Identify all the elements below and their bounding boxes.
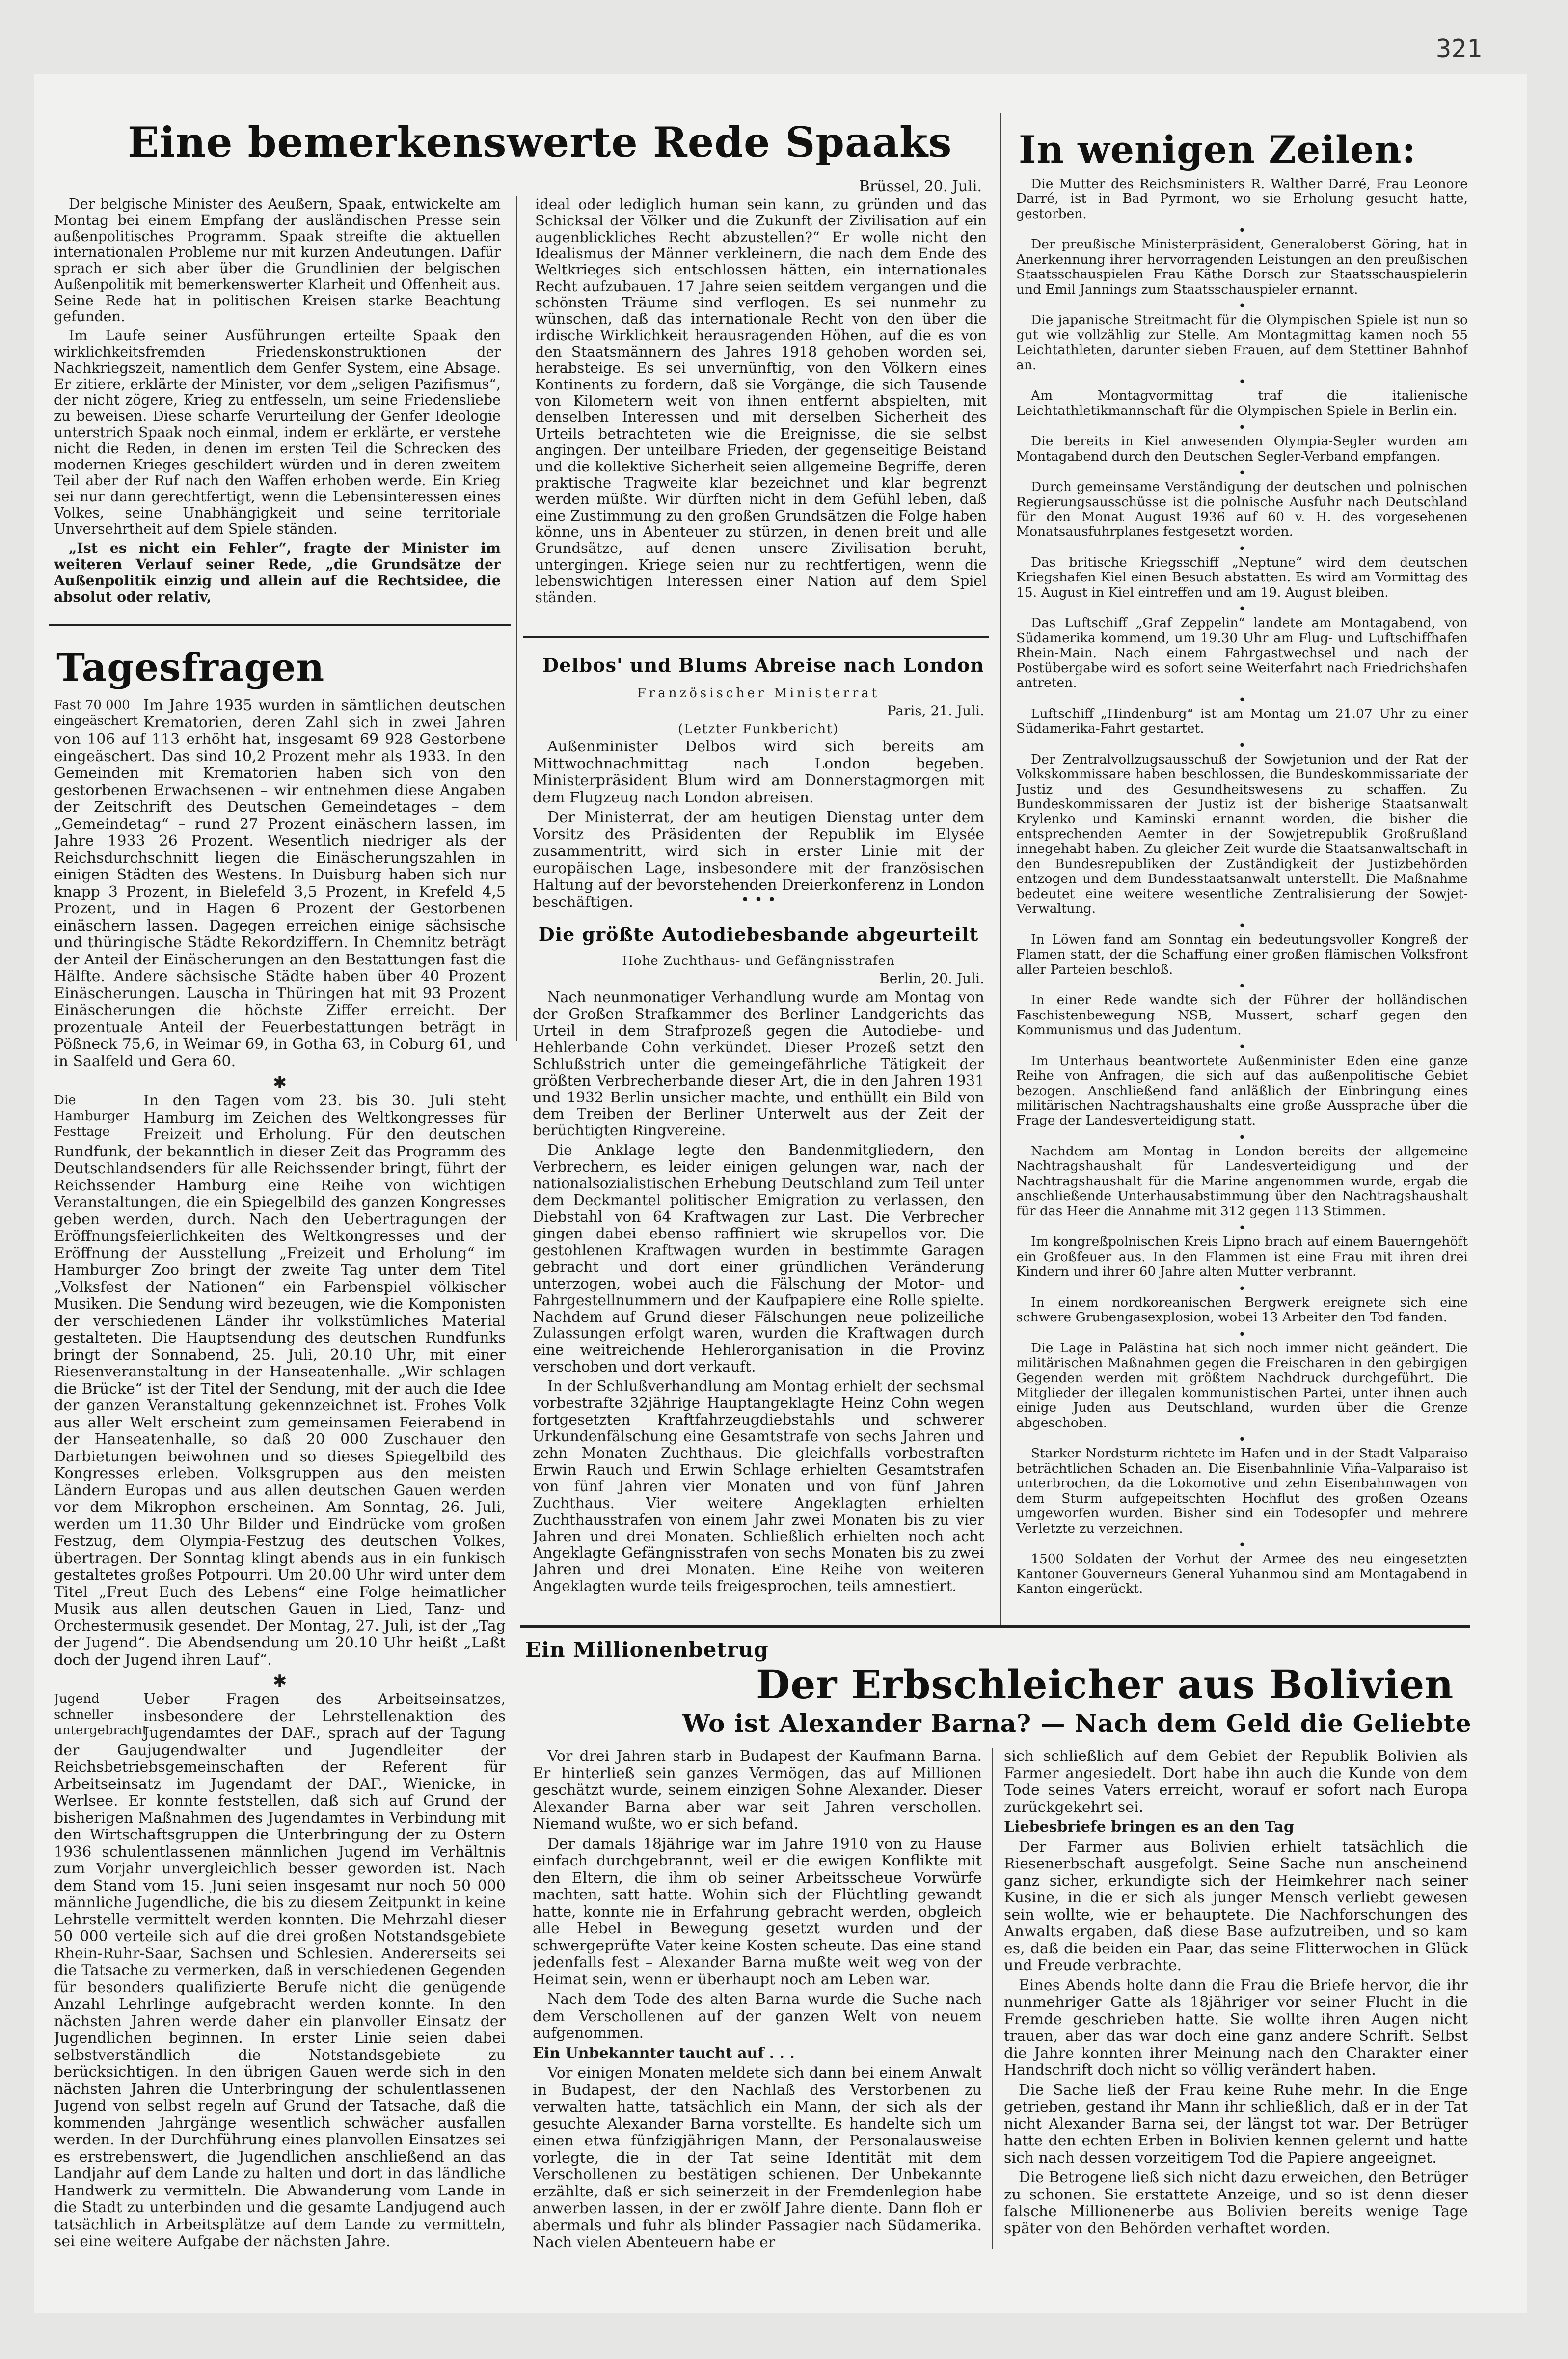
news-item: Durch gemeinsame Verständigung der deutschen und polnischen Regierungsausschüsse ist die polnische Ausfuhr nach Deutschland für den Monat August 1936 auf 60 v. H. des vorgesehenen Monatsausfuhrplanes festgesetzt worden. <box>1016 479 1468 540</box>
erbschleicher-para: Die Betrogene ließ sich nicht dazu erweichen, den Betrüger zu schonen. Sie erstattete Anzeige, und so ist denn dieser falsche Millionenerbe aus Bolivien bereits wenige Tage später von den Behörden verhaftet worden. <box>1004 2169 1468 2237</box>
column-divider <box>516 196 517 1041</box>
spaak-col1 <box>54 196 501 614</box>
margin-note: Die Hamburger Festtage <box>54 1093 130 1139</box>
tagesfragen-headline: Tagesfragen <box>56 645 325 690</box>
news-item: Nachdem am Montag in London bereits der allgemeine Nachtragshaushalt für Landesverteidigung und der Nachtragshaushalt für die Marine angenommen wurde, ergab die anschließende Unterhausabstimmung über den Nachtragshaushalt für das Heer die Annahme mit 312 gegen 113 Stimmen. <box>1016 1143 1468 1219</box>
delbos-para: Außenminister Delbos wird sich bereits am Mittwochnachmittag nach London begeben. Ministerpräsident Blum wird am Donnerstagmorgen mit dem Flugzeug nach London abreisen. <box>533 738 984 806</box>
news-item: Die bereits in Kiel anwesenden Olympia-Segler wurden am Montagabend durch den Deutschen Segler-Verband empfangen. <box>1016 434 1468 464</box>
section-divider <box>49 624 511 626</box>
erbschleicher-para: Eines Abends holte dann die Frau die Briefe hervor, die ihr nunmehriger Gatte als 18jähriger vor seiner Flucht in die Fremde geschrieben hatte. Sie wollte ihren Augen nicht trauen, aber das war doch eine ganz andere Schrift. Selbst die Jahre konnten ihrer Meinung nach den Charakter einer Handschrift doch nicht so völlig verändert haben. <box>1004 1976 1468 2079</box>
erbschleicher-kicker: Ein Millionenbetrug <box>525 1638 769 1662</box>
erbschleicher-para: sich schließlich auf dem Gebiet der Republik Bolivien als Farmer angesiedelt. Dort habe ihn auch die Kunde von dem Tode seines Vaters erreicht, worauf er sofort nach Europa zurückgekehrt sei. <box>1004 1748 1468 1816</box>
news-item: Im Unterhaus beantwortete Außenminister Eden eine ganze Reihe von Anfragen, die sich auf das außenpolitische Gebiet bezogen. Anschließend fand anläßlich der Einbringung eines militärischen Nachtragshaushalts eine große Aussprache über die Frage der Landesverteidigung statt. <box>1016 1053 1468 1128</box>
delbos-body <box>533 685 984 916</box>
erbschleicher-para: Der Farmer aus Bolivien erhielt tatsächlich die Riesenerbschaft ausgefolgt. Seine Sache nun anscheinend ganz sicher, erkundigte sich der Heimkehrer nach seiner Kusine, in die er sich als junger Mensch verliebt gewesen sein wollte, wie er behauptete. Die Nachforschungen des Anwalts ergaben, daß diese Base aufzutreiben, und so kam es, daß die beiden ein Paar, das seine Flitterwochen in Glück und Freude verbrachte. <box>1004 1838 1468 1974</box>
erbschleicher-para: Der damals 18jährige war im Jahre 1910 von zu Hause einfach durchgebrannt, weil er die ewigen Konflikte mit den Eltern, die ihm ob seiner Arbeitsscheue Vorwürfe machten, satt hatte. Wohin sich der Flüchtling gewandt hatte, konnte nie in Erfahrung gebracht werden, obgleich alle Hebel in Bewegung gesetzt wurden und der schwergeprüfte Vater keine Kosten scheute. Das eine stand jedenfalls fest – Alexander Barna mußte weit weg von der Heimat sein, wenn er überhaupt noch am Leben war. <box>533 1835 982 1988</box>
autodiebe-subhead: Hohe Zuchthaus- und Gefängnisstrafen <box>622 954 895 968</box>
delbos-dateline: Paris, 21. Juli. <box>887 703 984 719</box>
news-item: Im kongreßpolnischen Kreis Lipno brach auf einem Bauerngehöft ein Großfeuer aus. In den Flammen ist eine Frau mit ihren drei Kindern und ihrer 60 Jahre alten Mutter verbrannt. <box>1016 1234 1468 1280</box>
erbschleicher-inline-head: Ein Unbekannter taucht auf . . . <box>533 2044 795 2062</box>
erbschleicher-para: Die Sache ließ der Frau keine Ruhe mehr. In die Enge getrieben, gestand ihr Mann ihr schließlich, daß er in der Tat nicht Alexander Barna sei, der längst tot war. Der Betrüger hatte den echten Erben in Bolivien kennen gelernt und hatte sich nach dessen vorzeitigem Tod die Papiere angeeignet. <box>1004 2081 1468 2167</box>
news-item: Das britische Kriegsschiff „Neptune“ wird dem deutschen Kriegshafen Kiel einen Besuch abstatten. Es wird am Vormittag des 15. August in Kiel eintreffen und am 19. August bleiben. <box>1016 554 1468 600</box>
news-item: Der Zentralvollzugsausschuß der Sowjetunion und der Rat der Volkskommissare haben beschlossen, die Bundeskommissariate der Justiz und des Gesundheitswesens zu schaffen. Zu Bundeskommissaren der Justiz ist der bisherige Staatsanwalt Krylenko und Kaminski ernannt worden, die bisher die entsprechenden Aemter in der Sowjetrepublik Großrußland innegehabt haben. Zu gleicher Zeit wurde die Staatsanwaltschaft in den Bundesrepubliken der Zuständigkeit der Justizbehörden entzogen und dem Bundesstaatsanwalt unterstellt. Die Maßnahme bedeutet eine weitere wesentliche Zentralisierung der Sowjet-Verwaltung. <box>1016 751 1468 917</box>
section-divider <box>523 636 989 638</box>
section-divider <box>520 1625 1470 1628</box>
autodiebe-headline: Die größte Autodiebesbande abgeurteilt <box>538 923 979 945</box>
delbos-subhead: Französischer Ministerrat <box>637 686 880 701</box>
erbschleicher-para: Nach dem Tode des alten Barna wurde die Suche nach dem Verschollenen auf der ganzen Welt von neuem aufgenommen. <box>533 1991 982 2042</box>
autodiebe-body <box>533 953 984 1601</box>
news-item: Die Lage in Palästina hat sich noch immer nicht geändert. Die militärischen Maßnahmen gegen die Freischaren in den gebirgigen Gegenden werden mit größtem Nachdruck durchgeführt. Die Mitglieder der illegalen kommunistischen Partei, unter ihnen auch einige Juden aus Deutschland, wurden über die Grenze abgeschoben. <box>1016 1340 1468 1430</box>
spaak-para: „Ist es nicht ein Fehler“, fragte der Minister im weiteren Verlauf seiner Rede, „die Grundsätze der Außenpolitik einzig und allein auf die Rechtsidee, die absolut oder relativ, <box>54 540 501 605</box>
autodiebe-dateline: Berlin, 20. Juli. <box>879 970 984 987</box>
spaak-dateline: Brüssel, 20. Juli. <box>859 178 982 195</box>
separator-star: ✱ <box>272 1073 287 1093</box>
separator-star: ✱ <box>272 1672 287 1691</box>
erbschleicher-col1 <box>533 1748 982 2259</box>
news-item: Am Montagvormittag traf die italienische Leichtathletikmannschaft für die Olympischen Spiele in Berlin ein. <box>1016 388 1468 418</box>
margin-note: Jugend schneller untergebracht <box>54 1692 148 1738</box>
page-number: 321 <box>1436 34 1482 64</box>
separator-dots: • • • <box>740 891 777 908</box>
erbschleicher-headline: Der Erbschleicher aus Bolivien <box>756 1661 1454 1707</box>
erbschleicher-para: Vor einigen Monaten meldete sich dann bei einem Anwalt in Budapest, der den Nachlaß des Verstorbenen zu verwalten hatte, tatsächlich ein Mann, der sich als der gesuchte Alexander Barna vorstellte. Es handelte sich um einen etwa fünfzigjährigen Mann, der Personalausweise vorlegte, die in der Tat seine Identität mit dem Verschollenen zu bestätigen schienen. Der Unbekannte erzählte, daß er sich seinerzeit in der Fremdenlegion habe anwerben lassen, in der er zwölf Jahre diente. Dann floh er abermals und fuhr als blinder Passagier nach Südamerika. Nach vielen Abenteuern habe er <box>533 2064 982 2251</box>
tagesfragen-para: In den Tagen vom 23. bis 30. Juli steht Hamburg im Zeichen des Weltkongresses für Freizeit und Erholung. Für den deutschen Rundfunk, der bekanntlich in dieser Zeit das Programm des Deutschlandsenders für alle Reichssender bringt, führt der Reichssender Hamburg eine Reihe von wichtigen Veranstaltungen, die ein Spiegelbild des ganzen Kongresses geben werden, durch. Nach den Uebertragungen der Eröffnungsfeierlichkeiten des Weltkongresses und der Eröffnung der Ausstellung „Freizeit und Erholung“ im Hamburger Zoo bringt der zweite Tag unter dem Titel „Volksfest der Nationen“ ein Farbenspiel völkischer Musiken. Die Sendung wird bezeugen, wie die Komponisten der verschiedenen Länder ihr volkstümliches Material gestalteten. Die Hauptsendung des deutschen Rundfunks bringt der Sonnabend, 25. Juli, 20.10 Uhr, mit einer Riesenveranstaltung in der Hanseatenhalle. „Wir schlagen die Brücke“ ist der Titel der Sendung, mit der auch die Idee der ganzen Veranstaltung gekennzeichnet ist. Frohes Volk aus aller Welt erscheint zum gemeinsamen Feierabend in der Hanseatenhalle, so daß 20 000 Zuschauer den Darbietungen beiwohnen und so dieses Spiegelbild des Kongresses erleben. Volksgruppen aus den meisten Ländern Europas und aus allen deutschen Gauen werden vor dem Mikrophon erscheinen. Am Sonntag, 26. Juli, werden um 11.30 Uhr Bilder und Eindrücke vom großen Festzug, dem Olympia-Festzug des deutschen Volkes, übertragen. Der Sonntag klingt abends aus in ein funkisch gestaltetes großes Potpourri. Um 20.00 Uhr wird unter dem Titel „Freut Euch des Lebens“ eine Folge heimatlicher Musik aus allen deutschen Gauen in Lied, Tanz- und Orchestermusik gesendet. Der Montag, 27. Juli, ist der „Tag der Jugend“. Die Abendsendung um 20.10 Uhr heißt „Laßt doch der Jugend ihren Lauf“. <box>54 1092 506 1669</box>
erbschleicher-para: Vor drei Jahren starb in Budapest der Kaufmann Barna. Er hinterließ sein ganzes Vermögen, das auf Millionen geschätzt wurde, seinem einzigen Sohne Alexander. Dieser Alexander Barna aber war seit Jahren verschollen. Niemand wußte, wo er sich befand. <box>533 1748 982 1833</box>
spaak-para: ideal oder lediglich human sein kann, zu gründen und das Schicksal der Völker und die Zukunft der Zivilisation auf ein augenblickliches Recht abzustellen?“ Er wolle nicht den Idealismus der Männer verkleinern, die nach dem Ende des Weltkrieges sich entschlossen hätten, ein internationales Recht aufzubauen. 17 Jahre seien seitdem vergangen und die schönsten Träume sind verflogen. Es sei nunmehr zu wünschen, daß das internationale Recht von den über die irdische Wirklichkeit herausragenden Höhen, auf die es von den Staatsmännern des Jahres 1918 gehoben worden sei, herabsteige. Es sei unvernünftig, von den Völkern eines Kontinents zu fordern, daß sie Vorgänge, die sich Tausende von Kilometern weit von ihnen entfernt abspielten, mit denselben Interessen und mit derselben Sicherheit des Urteils betrachteten wie die Ereignisse, die sie selbst angingen. Der unteilbare Frieden, der gegenseitige Beistand und die kollektive Sicherheit seien allgemeine Begriffe, deren praktische Tragweite klar bezeichnet und klar begrenzt werden müßte. Wir dürften nicht in dem Gefühl leben, daß eine Zustimmung zu den großen Grundsätzen die Folge haben könne, uns in Abenteuer zu stürzen, in denen breit und alle Grundsätze, auf denen unsere Zivilisation beruht, untergingen. Kriege seien nur zu rechtfertigen, wenn die lebenswichtigen Interessen einer Nation auf dem Spiel ständen. <box>535 196 987 606</box>
erbschleicher-subhead: Wo ist Alexander Barna? — Nach dem Geld die Geliebte <box>682 1709 1472 1738</box>
spaak-headline: Eine bemerkenswerte Rede Spaaks <box>128 118 952 166</box>
spaak-para: Der belgische Minister des Aeußern, Spaak, entwickelte am Montag bei einem Empfang der ausländischen Presse sein außenpolitisches Programm. Spaak streifte die aktuellen internationalen Probleme nur mit kurzen Andeutungen. Dafür sprach er sich aber über die Grundlinien der belgischen Außenpolitik mit bemerkenswerter Klarheit und Offenheit aus. Seine Rede hat in politischen Kreisen starke Beachtung gefunden. <box>54 196 501 325</box>
news-item: In einem nordkoreanischen Bergwerk ereignete sich eine schwere Grubengasexplosion, wobei 13 Arbeiter den Tod fanden. <box>1016 1294 1468 1325</box>
wenigen-headline: In wenigen Zeilen: <box>1019 128 1416 171</box>
autodiebe-para: Die Anklage legte den Bandenmitgliedern, den Verbrechern, es leider einigen gelungen war, nach der nationalsozialistischen Erhebung Deutschland zum Teil unter dem Deckmantel politischer Emigration zu verlassen, den Diebstahl von 64 Kraftwagen zur Last. Die Verbrecher gingen dabei ebenso raffiniert wie skrupellos vor. Die gestohlenen Kraftwagen wurden in bestimmte Garagen gebracht und dort einer gründlichen Veränderung unterzogen, wobei auch die Fälschung der Motor- und Fahrgestellnummern und der Kaufpapiere eine Rolle spielte. Nachdem auf Grund dieser Fälschungen neue polizeiliche Zulassungen erfolgt waren, wurden die Kraftwagen durch eine weitreichende Hehlerorganisation in die Provinz verschoben und dort verkauft. <box>533 1142 984 1375</box>
autodiebe-para: Nach neunmonatiger Verhandlung wurde am Montag von der Großen Strafkammer des Berliner Landgerichts das Urteil in dem Strafprozeß gegen die Autodiebe- und Hehlerbande Cohn verkündet. Dieser Prozeß setzt den Schlußstrich unter die gemeingefährliche Tätigkeit der größten Verbrecherbande dieser Art, die in den Jahren 1931 und 1932 Berlin unsicher machte, und enthüllt ein Bild von dem Treiben der Berliner Unterwelt aus der Zeit der berüchtigten Ringvereine. <box>533 989 984 1139</box>
erbschleicher-col2 <box>1004 1748 1468 2259</box>
news-item: Die Mutter des Reichsministers R. Walther Darré, Frau Leonore Darré, ist in Bad Pyrmont, wo sie Erholung gesucht hatte, gestorben. <box>1016 177 1468 221</box>
column-divider <box>992 1748 993 2249</box>
news-item: Starker Nordsturm richtete im Hafen und in der Stadt Valparaiso beträchtlichen Schaden an. Die Eisenbahnlinie Viña–Valparaiso ist unterbrochen, da die Lokomotive und zehn Eisenbahnwagen von dem Sturm aufgepeitschten Hochflut des großen Ozeans umgeworfen wurden. Bisher sind ein Todesopfer und mehrere Verletzte zu verzeichnen. <box>1016 1446 1468 1536</box>
news-item: Der preußische Ministerpräsident, Generaloberst Göring, hat in Anerkennung ihrer hervorragenden Leistungen an den preußischen Staatsschauspielen Frau Käthe Dorsch zur Staatsschauspielerin und Emil Jannings zum Staatsschauspieler ernannt. <box>1016 237 1468 297</box>
tagesfragen-para: Ueber Fragen des Arbeitseinsatzes, insbesondere der Lehrstellenaktion des Jugendamtes der DAF., sprach auf der Tagung der Gaujugendwalter und Jugendleiter der Reichsbetriebsgemeinschaften der Referent für Arbeitseinsatz im Jugendamt der DAF., Wienicke, in Werlsee. Er konnte feststellen, daß sich auf Grund der bisherigen Maßnahmen des Jugendamtes in Verbindung mit den Wirtschaftsgruppen die Unterbringung der zu Ostern 1936 schulentlassenen männlichen Jugend im Verhältnis zum Vorjahr unvergleichlich besser geworden ist. Nach dem Stand vom 15. Juni seien insgesamt nur noch 50 000 männliche Jugendliche, die bis zu diesem Zeitpunkt in keine Lehrstelle vermittelt werden konnten. Die Mehrzahl dieser 50 000 verteile sich auf die drei großen Notstandsgebiete Rhein-Ruhr-Saar, Sachsen und Schlesien. Andererseits sei die Tatsache zu vermerken, daß in verschiedenen Gegenden für besonders qualifizierte Berufe nicht die genügende Anzahl Lehrlinge aufgebracht werden konnte. In den nächsten Jahren werde daher ein planvoller Einsatz der Jugendlichen beginnen. In erster Linie seien dabei selbstverständlich die Notstandsgebiete zu berücksichtigen. In den übrigen Gauen werde sich in den nächsten Jahren die Unterbringung der schulentlassenen Jugend von selbst regeln auf Grund der Tatsache, daß die kommenden Jahrgänge wesentlich schwächer ausfallen werden. In der Durchführung eines planvollen Einsatzes sei es erstrebenswert, die Jugendlichen anschließend an das Landjahr auf dem Lande zu halten und dort in das ländliche Handwerk zu vermitteln. Die Abwanderung vom Lande in die Stadt zu unterbinden und die gesamte Landjugend auch tatsächlich in Arbeitsplätze auf dem Lande zu vermitteln, sei eine weitere Aufgabe der nächsten Jahre. <box>54 1691 506 2250</box>
tagesfragen-column <box>54 697 506 2259</box>
tagesfragen-para: Im Jahre 1935 wurden in sämtlichen deutschen Krematorien, deren Zahl sich in zwei Jahren von 106 auf 113 erhöht hat, insgesamt 69 928 Gestorbene eingeäschert. Das sind 10,2 Prozent mehr als 1933. In den Gemeinden mit Krematorien haben sich von den gestorbenen Erwachsenen – wir entnehmen diese Angaben der Zeitschrift des Deutschen Gemeindetages – dem „Gemeindetag“ – rund 27 Prozent einäschern lassen, im Jahre 1933 26 Prozent. Wesentlich niedriger als der Reichsdurchschnitt liegen die Einäscherungszahlen in einigen Städten des Westens. In Duisburg haben sich nur knapp 3 Prozent, in Bielefeld 3,5 Prozent, in Krefeld 4,5 Prozent, und in Hagen 6 Prozent der Gestorbenen einäschern lassen. Dagegen erreichen einige sächsische und thüringische Städte Rekordziffern. In Chemnitz beträgt der Anteil der Einäscherungen an den Bestattungen fast die Hälfte. Andere sächsische Städte haben über 40 Prozent Einäscherungen. Lauscha in Thüringen hat mit 93 Prozent Einäscherungen die höchste Ziffer erreicht. Der prozentuale Anteil der Feuerbestattungen beträgt in Pößneck 75,6, in Weimar 69, in Gotha 63, in Coburg 61, und in Saalfeld und Gera 60. <box>54 697 506 1070</box>
autodiebe-para: In der Schlußverhandlung am Montag erhielt der sechsmal vorbestrafte 32jährige Hauptangeklagte Heinz Cohn wegen fortgesetzten Kraftfahrzeugdiebstahls und schwerer Urkundenfälschung eine Gesamtstrafe von sechs Jahren und zehn Monaten Zuchthaus. Die gleichfalls vorbestraften Erwin Rauch und Erwin Schlage erhielten Gesamtstrafen von fünf Jahren vier Monaten und von fünf Jahren Zuchthaus. Vier weitere Angeklagten erhielten Zuchthausstrafen von einem Jahr zwei Monaten bis zu vier Jahren und drei Monaten. Schließlich erhielten noch acht Angeklagte Gefängnisstrafen von sechs Monaten bis zu zwei Jahren und drei Monaten. Eine Reihe von weiteren Angeklagten wurde teils freigesprochen, teils amnestiert. <box>533 1378 984 1595</box>
news-item: Das Luftschiff „Graf Zeppelin“ landete am Montagabend, von Südamerika kommend, um 19.30 Uhr am Flug- und Luftschiffhafen Rhein-Main. Nach einem Fahrgastwechsel und nach der Postübergabe wird es sofort seine Weiterfahrt nach Friedrichshafen antreten. <box>1016 615 1468 691</box>
spaak-col2 <box>535 196 987 614</box>
delbos-para: Der Ministerrat, der am heutigen Dienstag unter dem Vorsitz des Präsidenten der Republik im Elysée zusammentritt, wird sich in erster Linie mit der europäischen Lage, insbesondere mit der französischen Haltung auf der bevorstehenden Dreierkonferenz in London beschäftigen. <box>533 809 984 911</box>
news-item: 1500 Soldaten der Vorhut der Armee des neu eingesetzten Kantoner Gouverneurs General Yuhanmou sind am Montagabend in Kanton eingerückt. <box>1016 1551 1468 1597</box>
spaak-para: Im Laufe seiner Ausführungen erteilte Spaak den wirklichkeitsfremden Friedenskonstruktionen der Nachkriegszeit, namentlich dem Genfer System, eine Absage. Er zitiere, erklärte der Minister, vor dem „seligen Pazifismus“, der nicht zögere, Krieg zu entfesseln, um seine Friedensliebe zu beweisen. Diese scharfe Verurteilung der Genfer Ideologie unterstrich Spaak noch einmal, indem er erklärte, er verstehe nicht die Reden, in denen im ersten Teil die Schrecken des modernen Krieges geschildert würden und in deren zweitem Teil aber der Ruf nach den Waffen erhoben werde. Ein Krieg sei nur dann gerechtfertigt, wenn die Lebensinteressen eines Volkes, seine Unabhängigkeit und seine territoriale Unversehrtheit auf dem Spiele ständen. <box>54 328 501 537</box>
delbos-headline: Delbos' und Blums Abreise nach London <box>542 654 984 676</box>
wenigen-list: Die Mutter des Reichsministers R. Walther Darré, Frau Leonore Darré, ist in Bad Pyrmont, wo sie Erholung gesucht hatte, gestorben. • Der preußische Ministerpräsident, Generaloberst Göring, hat in Anerkennung ihrer hervorragenden Leistungen an den preußischen Staatsschauspielen Frau Käthe Dorsch zur Staatsschauspielerin und Emil Jannings zum Staatsschauspieler ernannt. • Die japanische Streitmacht für die Olympischen Spiele ist nun so gut wie vollzählig zur Stelle. Am Montagmittag kamen noch 55 Leichtathleten, darunter sieben Frauen, auf dem Stettiner Bahnhof an. • Am Montagvormittag traf die italienische Leichtathletikmannschaft für die Olympischen Spiele in Berlin ein. • Die bereits in Kiel anwesenden Olympia-Segler wurden am Montagabend durch den Deutschen Segler-Verband empfangen. • Durch gemeinsame Verständigung der deutschen und polnischen Regierungsausschüsse ist die polnische Ausfuhr nach Deutschland für den Monat August 1936 auf 60 v. H. des vorgesehenen Monatsausfuhrplanes festgesetzt worden. • Das britische Kriegsschiff „Neptune“ wird dem deutschen Kriegshafen Kiel einen Besuch abstatten. Es wird am Vormittag des 15. August in Kiel eintreffen und am 19. August bleiben. • Das Luftschiff „Graf Zeppelin“ landete am Montagabend, von Südamerika kommend, um 19.30 Uhr am Flug- und Luftschiffhafen Rhein-Main. Nach einem Fahrgastwechsel und nach der Postübergabe wird es sofort seine Weiterfahrt nach Friedrichshafen antreten. • Luftschiff „Hindenburg“ ist am Montag um 21.07 Uhr zu einer Südamerika-Fahrt gestartet. • Der Zentralvollzugsausschuß der Sowjetunion und der Rat der Volkskommissare haben beschlossen, die Bundeskommissariate der Justiz und des Gesundheitswesens zu schaffen. Zu Bundeskommissaren der Justiz ist der bisherige Staatsanwalt Krylenko und Kaminski ernannt worden, die bisher die entsprechenden Aemter in der Sowjetrepublik Großrußland innegehabt haben. Zu gleicher Zeit wurde die Staatsanwaltschaft in den Bundesrepubliken der Zuständigkeit der Justizbehörden entzogen und dem Bundesstaatsanwalt unterstellt. Die Maßnahme bedeutet eine weitere wesentliche Zentralisierung der Sowjet-Verwaltung. • In Löwen fand am Sonntag ein bedeutungsvoller Kongreß der Flamen statt, der die Schaffung einer großen flämischen Volksfront aller Parteien beschloß. • In einer Rede wandte sich der Führer der holländischen Faschistenbewegung NSB, Mussert, scharf gegen den Kommunismus und das Judentum. • Im Unterhaus beantwortete Außenminister Eden eine ganze Reihe von Anfragen, die sich auf das außenpolitische Gebiet bezogen. Anschließend fand anläßlich der Einbringung eines militärischen Nachtragshaushalts eine große Aussprache über die Frage der Landesverteidigung statt. • Nachdem am Montag in London bereits der allgemeine Nachtragshaushalt für Landesverteidigung und der Nachtragshaushalt für die Marine angenommen wurde, ergab die anschließende Unterhausabstimmung über den Nachtragshaushalt für das Heer die Annahme mit 312 gegen 113 Stimmen. • Im kongreßpolnischen Kreis Lipno brach auf einem Bauerngehöft ein Großfeuer aus. In den Flammen ist eine Frau mit ihren drei Kindern und ihrer 60 Jahre alten Mutter verbrannt. • In einem nordkoreanischen Bergwerk ereignete sich eine schwere Grubengasexplosion, wobei 13 Arbeiter den Tod fanden. • Die Lage in Palästina hat sich noch immer nicht geändert. Die militärischen Maßnahmen gegen die Freischaren in den gebirgigen Gegenden werden mit größtem Nachdruck durchgeführt. Die Mitglieder der illegalen kommunistischen Partei, unter ihnen auch einige Juden aus Deutschland, wurden über die Grenze abgeschoben. • Starker Nordsturm richtete im Hafen und in der Stadt Valparaiso beträchtlichen Schaden an. Die Eisenbahnlinie Viña–Valparaiso ist unterbrochen, da die Lokomotive und zehn Eisenbahnwagen von dem Sturm aufgepeitschten Hochflut des großen Ozeans umgeworfen wurden. Bisher sind ein Todesopfer und mehrere Verletzte zu verzeichnen. • 1500 Soldaten der Vorhut der Armee des neu eingesetzten Kantoner Gouverneurs General Yuhanmou sind am Montagabend in Kanton eingerückt. <box>1016 177 1468 1597</box>
margin-note: Fast 70 000 eingeäschert <box>54 698 138 728</box>
news-item: In Löwen fand am Sonntag ein bedeutungsvoller Kongreß der Flamen statt, der die Schaffung einer großen flämischen Volksfront aller Parteien beschloß. <box>1016 932 1468 977</box>
erbschleicher-inline-head: Liebesbriefe bringen es an den Tag <box>1004 1818 1294 1836</box>
delbos-byline: (Letzter Funkbericht) <box>678 722 839 737</box>
news-item: Luftschiff „Hindenburg“ ist am Montag um 21.07 Uhr zu einer Südamerika-Fahrt gestartet. <box>1016 706 1468 737</box>
column-divider <box>1000 113 1001 1625</box>
news-item: In einer Rede wandte sich der Führer der holländischen Faschistenbewegung NSB, Mussert, scharf gegen den Kommunismus und das Judentum. <box>1016 992 1468 1038</box>
news-item: Die japanische Streitmacht für die Olympischen Spiele ist nun so gut wie vollzählig zur Stelle. Am Montagmittag kamen noch 55 Leichtathleten, darunter sieben Frauen, auf dem Stettiner Bahnhof an. <box>1016 312 1468 373</box>
